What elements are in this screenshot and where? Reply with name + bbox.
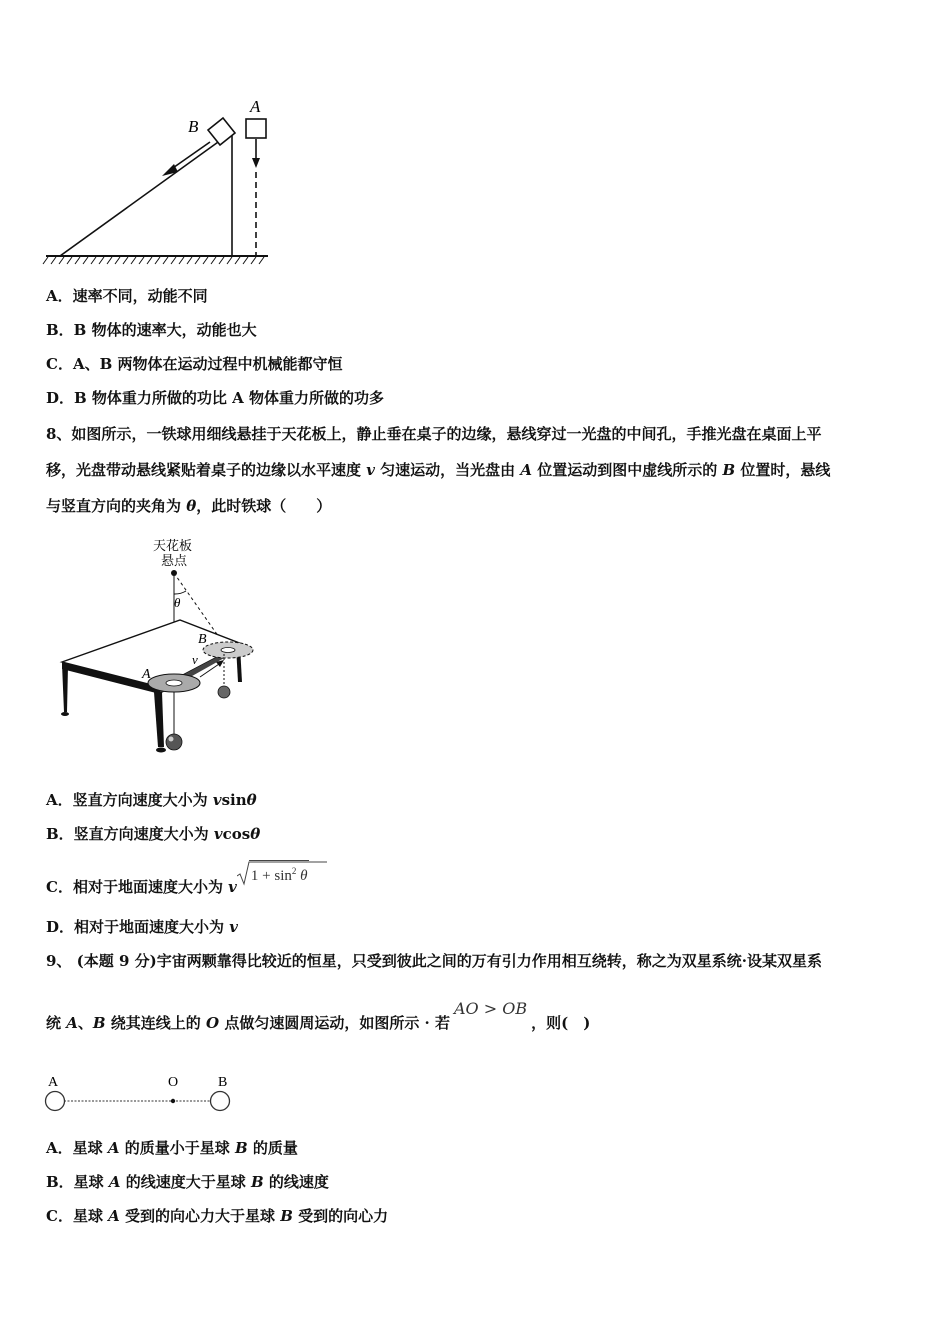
- q8-option-d: D．相对于地面速度大小为 v: [46, 918, 238, 936]
- label-disc-b: B: [198, 632, 207, 647]
- point-o: [171, 1099, 175, 1103]
- sqrt-expression: $1 + \sin^2 \theta$: [237, 872, 310, 898]
- table-pendulum-figure: [50, 532, 270, 762]
- q7-option-c: C．A、B 两物体在运动过程中机械能都守恒: [46, 355, 343, 373]
- star-a: [46, 1092, 65, 1111]
- q9-option-a: A．星球 A 的质量小于星球 B 的质量: [46, 1139, 298, 1157]
- point-o-label: O: [168, 1075, 179, 1090]
- label-pivot: 悬点: [161, 554, 188, 569]
- label-disc-a: A: [142, 667, 151, 682]
- star-a-label: A: [48, 1075, 59, 1090]
- q7-option-b: B．B 物体的速率大，动能也大: [46, 321, 257, 339]
- q8-stem-line2: 移，光盘带动悬线紧贴着桌子的边缘以水平速度 v 匀速运动，当光盘由 A 位置运动到图中虚线所示的 B 位置时，悬线: [46, 461, 831, 479]
- label-theta: θ: [174, 595, 181, 610]
- star-b-label: B: [218, 1075, 228, 1090]
- q9-option-b: B．星球 A 的线速度大于星球 B 的线速度: [46, 1173, 329, 1191]
- incline-figure: [40, 90, 280, 270]
- q9-option-c: C．星球 A 受到的向心力大于星球 B 受到的向心力: [46, 1207, 389, 1225]
- block-b: [208, 118, 235, 145]
- q8-stem-line1: 8、如图所示，一铁球用细线悬挂于天花板上，静止垂在桌子的边缘，悬线穿过一光盘的中间孔，手推光盘在桌面上平: [46, 425, 822, 443]
- star-b: [211, 1092, 230, 1111]
- label-velocity: v: [192, 652, 198, 667]
- q8-option-c: C．相对于地面速度大小为 v $1 + \sin^2 \theta$: [46, 872, 309, 898]
- block-a: [246, 119, 266, 138]
- label-a: A: [250, 97, 261, 116]
- q8-option-a: A．竖直方向速度大小为 vsinθ: [46, 791, 257, 809]
- ineq-ao-ob: AO > OB: [454, 999, 528, 1018]
- q9-stem-line1: 9、 (本题 9 分)宇宙两颗靠得比较近的恒星，只受到彼此之间的万有引力作用相互绕转，称之为双星系统·设某双星系: [46, 952, 822, 970]
- q9-stem-line2: 统 A、B 绕其连线上的 O 点做匀速圆周运动，如图所示 · 若AO > OB，则( ): [46, 999, 591, 1032]
- q8-stem-line3: 与竖直方向的夹角为 θ，此时铁球（ ）: [46, 497, 332, 515]
- q7-option-d: D．B 物体重力所做的功比 A 物体重力所做的功多: [46, 389, 384, 407]
- binary-star-figure: [40, 1068, 240, 1116]
- label-b: B: [188, 117, 199, 136]
- label-ceiling: 天花板: [153, 539, 193, 554]
- q8-option-b: B．竖直方向速度大小为 vcosθ: [46, 825, 261, 843]
- q7-option-a: A．速率不同，动能不同: [46, 287, 208, 305]
